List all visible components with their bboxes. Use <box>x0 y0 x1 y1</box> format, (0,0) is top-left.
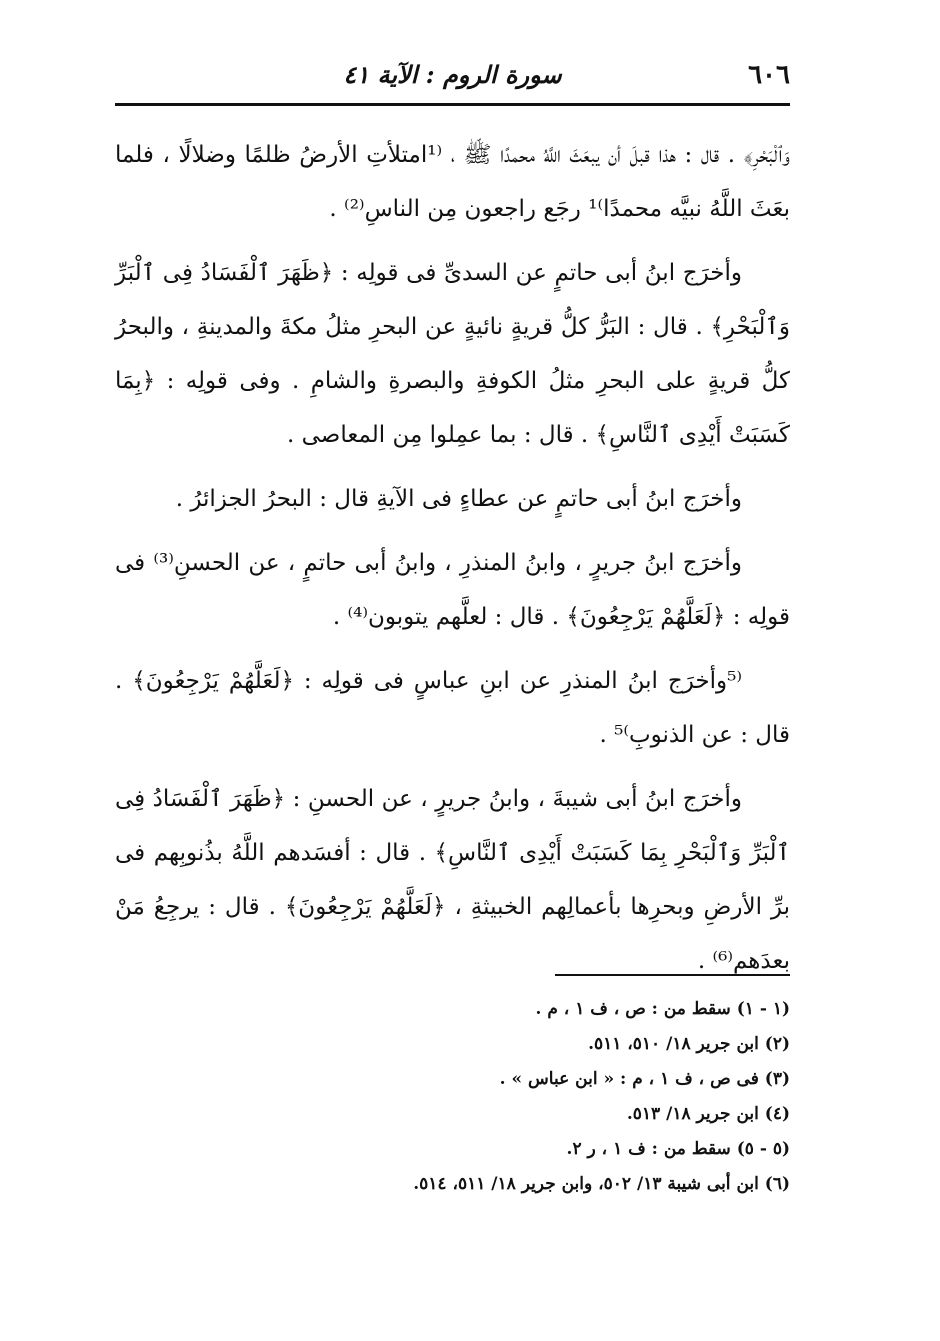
paragraph-2: وأخرَج ابنُ أبى حاتمٍ عن السدىِّ فى قولِه : ﴿ظَهَرَ ٱلْفَسَادُ فِى ٱلْبَرِّ وَٱلْبَحْرِ﴾ . قال : البَرُّ كلُّ قريةٍ نائيةٍ عن البحرِ مثلُ مكةَ والمدينةِ ، والبحرُ كلُّ قريةٍ على البحرِ مثلُ الكوفةِ والبصرةِ والشامِ . وفى قولِه : ﴿بِمَا كَسَبَتْ أَيْدِى ٱلنَّاسِ﴾ . قال : بما عمِلوا مِن المعاصى . <box>115 260 790 448</box>
footnote-5: (٥ - ٥) سقط من : ف ١ ، ر ٢. <box>566 1139 790 1159</box>
header-rule <box>115 103 790 106</box>
paragraph-6: وأخرَج ابنُ أبى شيبةَ ، وابنُ جريرٍ ، عن الحسنِ : ﴿ظَهَرَ ٱلْفَسَادُ فِى ٱلْبَرِّ وَٱلْبَحْرِ بِمَا كَسَبَتْ أَيْدِى ٱلنَّاسِ﴾ . قال : أفسَدهم اللَّهُ بذُنوبِهم فى برِّ الأرضِ وبحرِها بأعمالِهم الخبيثةِ ، ﴿لَعَلَّهُمْ يَرْجِعُونَ﴾ . قال : يرجِعُ مَنْ بعدَهم⁽⁶⁾ . <box>115 786 790 974</box>
page-header <box>115 58 790 98</box>
paragraph-4: وأخرَج ابنُ جريرٍ ، وابنُ المنذرِ ، وابنُ أبى حاتمٍ ، عن الحسنِ⁽³⁾ فى قولِه : ﴿لَعَلَّهُمْ يَرْجِعُونَ﴾ . قال : لعلَّهم يتوبون⁽⁴⁾ . <box>115 550 790 630</box>
footnote-6: (٦) ابن أبى شيبة ١٣/ ٥٠٢، وابن جرير ١٨/ ٥١١، ٥١٤. <box>413 1174 790 1194</box>
paragraph-3: وأخرَج ابنُ أبى حاتمٍ عن عطاءٍ فى الآيةِ قال : البحرُ الجزائرُ . <box>175 486 742 512</box>
footnote-1: (١ - ١) سقط من : ص ، ف ١ ، م . <box>535 999 790 1019</box>
footnote-rule <box>555 974 790 976</box>
page-number: ٦٠٦ <box>748 60 790 90</box>
paragraph-1: وَٱلْبَحْرِ﴾ . قال : هذا قبلَ أن يبعَثَ اللَّهُ محمدًا ﷺ ، ⁽¹امتلأتِ الأرضُ ظلمًا وضلالًا ، فلما بعَثَ اللَّهُ نبيَّه محمدًا⁾¹ رجَع راجعون مِن الناسِ⁽²⁾ . <box>115 142 790 222</box>
footnote-3: (٣) فى ص ، ف ١ ، م : « ابن عباس » . <box>499 1069 790 1089</box>
paragraph-5: ⁽⁵وأخرَج ابنُ المنذرِ عن ابنِ عباسٍ فى قولِه : ﴿لَعَلَّهُمْ يَرْجِعُونَ﴾ . قال : عن الذنوبِ⁾⁵ . <box>115 668 790 748</box>
main-text <box>115 128 790 998</box>
footnote-2: (٢) ابن جرير ١٨/ ٥١٠، ٥١١. <box>588 1034 790 1054</box>
footnotes <box>115 992 790 1202</box>
running-title: سورة الروم : الآية ٤١ <box>343 60 562 89</box>
footnote-4: (٤) ابن جرير ١٨/ ٥١٣. <box>626 1104 790 1124</box>
